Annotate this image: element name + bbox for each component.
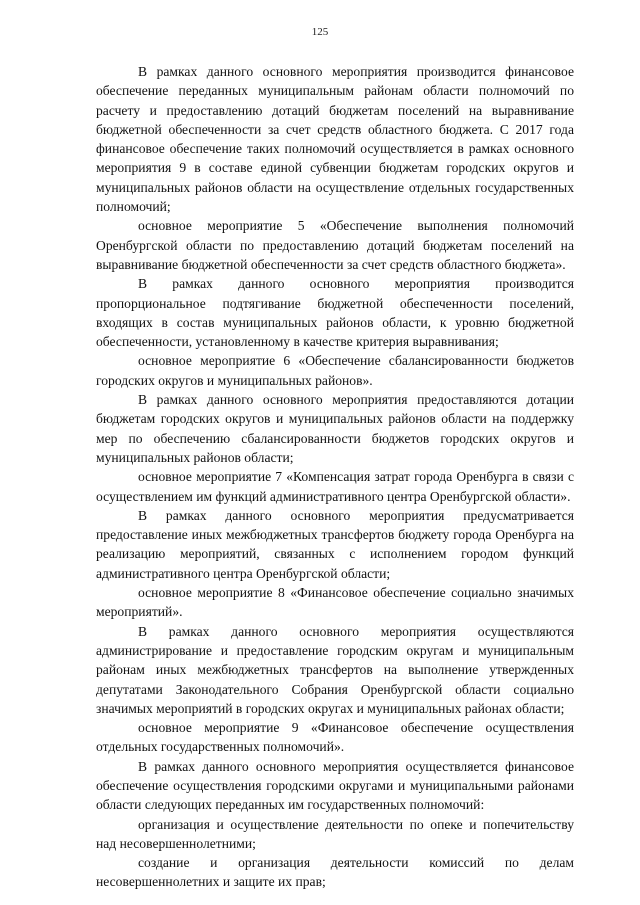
paragraph: В рамках данного основного мероприятия производится пропорциональное подтягивание бюджетной обеспеченности поселений, входящих в состав муниципальных районов области, к уровню бюджетной обеспеченности, установленному в качестве критерия выравнивания; xyxy=(96,276,574,350)
paragraph: В рамках данного основного мероприятия предусматривается предоставление иных межбюджетных трансфертов бюджету города Оренбурга на реализацию мероприятий, связанных с исполнением городом функций административного центра Оренбургской области; xyxy=(96,507,574,581)
paragraph: В рамках данного основного мероприятия производится финансовое обеспечение переданных муниципальным районам области полномочий по расчету и предоставлению дотаций бюджетам поселений на выравнивание бюджетной обеспеченности за счет средств областного бюджета. С 2017 года финансовое обеспечение таких полномочий осуществляется в рамках основного мероприятия 9 в составе единой субвенции бюджетам городских округов и муниципальных районов области на осуществление отдельных государственных полномочий; xyxy=(96,64,574,215)
page-number: 125 xyxy=(311,26,329,38)
paragraph: В рамках данного основного мероприятия предоставляются дотации бюджетам городских округов и муниципальных районов области на поддержку мер по обеспечению сбалансированности бюджетов городских округов и муниципальных районов области; xyxy=(96,392,574,465)
paragraph: В рамках данного основного мероприятия осуществляется финансовое обеспечение осуществления городскими округами и муниципальными районами области следующих переданных им государственных полномочий: xyxy=(96,758,574,813)
paragraph: основное мероприятие 5 «Обеспечение выполнения полномочий Оренбургской области по предоставлению дотаций бюджетам поселений на выравнивание бюджетной обеспеченности за счет средств областного бюджета». xyxy=(96,218,574,272)
paragraph: В рамках данного основного мероприятия осуществляются администрирование и предоставление городским округам и муниципальным районам иных межбюджетных трансфертов на выполнение утвержденных депутатами Законодательного Собрания Оренбургской области социально значимых мероприятий в городских округах и муниципальных районах области; xyxy=(96,623,574,716)
paragraph: организация и осуществление деятельности по опеке и попечительству над несовершеннолетними; xyxy=(96,816,574,851)
paragraph: основное мероприятие 6 «Обеспечение сбалансированности бюджетов городских округов и муниципальных районов». xyxy=(96,353,574,388)
paragraph: основное мероприятие 7 «Компенсация затрат города Оренбурга в связи с осуществлением им функций административного центра Оренбургской области». xyxy=(96,469,574,504)
paragraph: основное мероприятие 9 «Финансовое обеспечение осуществления отдельных государственных полномочий». xyxy=(96,720,574,755)
paragraph: создание и организация деятельности комиссий по делам несовершеннолетних и защите их прав; xyxy=(96,855,574,890)
document-body xyxy=(96,62,574,892)
paragraph: основное мероприятие 8 «Финансовое обеспечение социально значимых мероприятий». xyxy=(96,585,574,620)
